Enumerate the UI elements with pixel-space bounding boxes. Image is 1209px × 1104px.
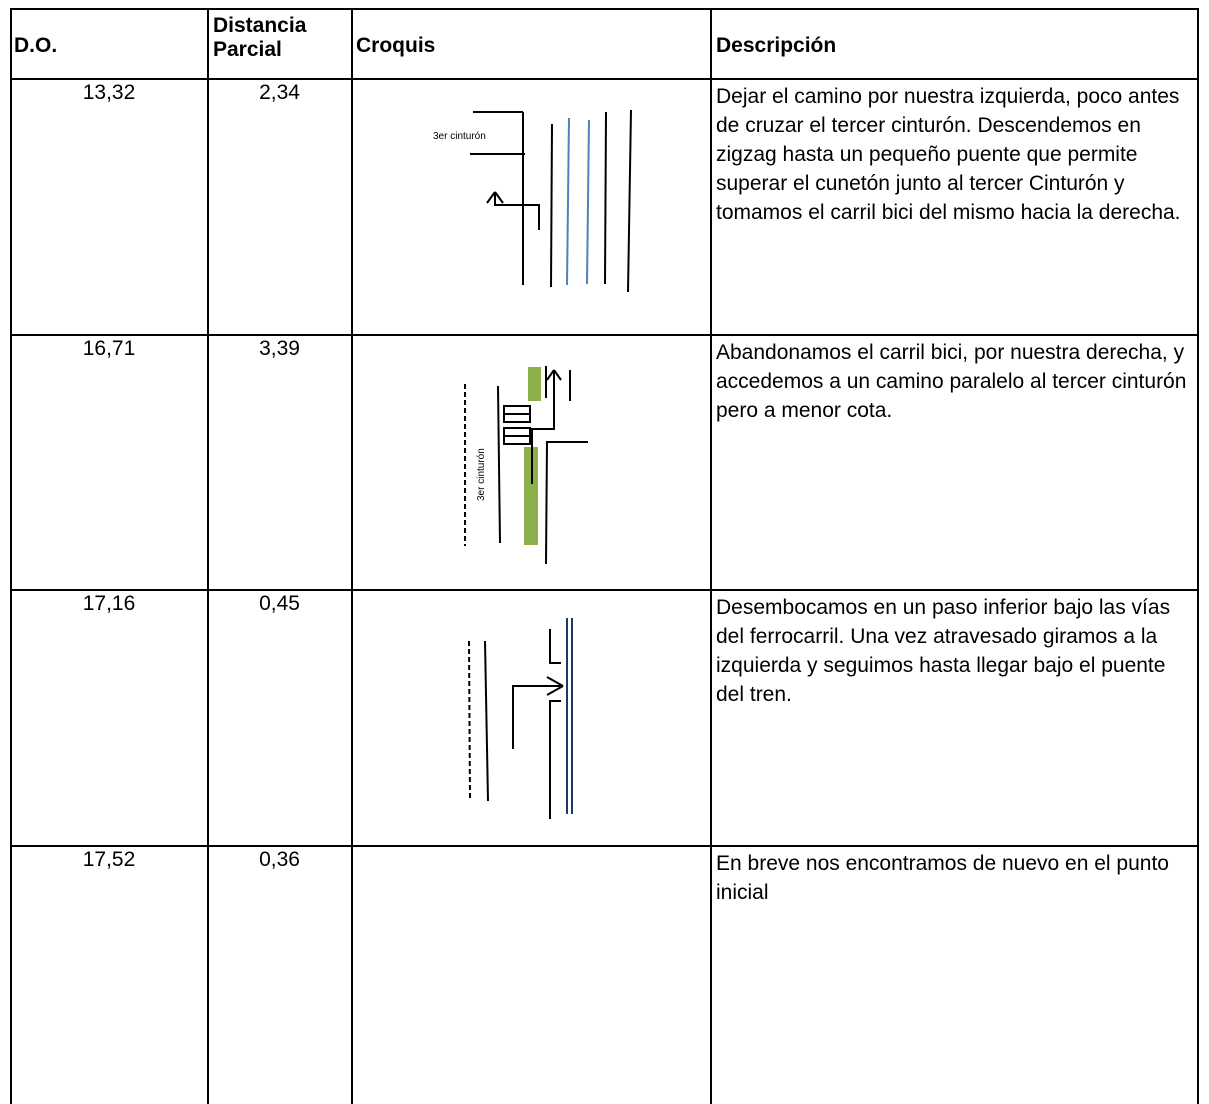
table-row-4-do: 17,52 (82, 848, 136, 871)
table-row-3-do: 17,16 (82, 592, 136, 615)
road-line (551, 124, 552, 287)
underpass-wall (550, 701, 561, 819)
table-row-3-distancia: 0,45 (259, 592, 300, 615)
croquis-row-3 (353, 591, 709, 844)
crossing-box (504, 414, 530, 422)
header-descripcion-label: Descripción (716, 34, 837, 57)
table-row-4-descripcion: En breve nos encontramos de nuevo en el punto inicial (716, 852, 1169, 904)
road-line (628, 110, 631, 292)
table-row-1-descripcion: Dejar el camino por nuestra izquierda, poco antes de cruzar el tercer cinturón. Descendemos en zigzag hasta un pequeño puente que permite superar el cunetón junto al tercer Cinturón y tomamos el carril bici del mismo hacia la derecha. (716, 85, 1181, 224)
row-divider (10, 845, 1199, 847)
header-croquis-label: Croquis (356, 34, 436, 57)
header-distancia-line2: Parcial (213, 38, 282, 61)
ring-road-label-vertical: 3er cinturón (476, 448, 487, 501)
crossing-box (504, 406, 530, 414)
road-line (498, 386, 500, 543)
table-row-2-descripcion: Abandonamos el carril bici, por nuestra derecha, y accedemos a un camino paralelo al tercer cinturón pero a menor cota. (716, 341, 1187, 422)
croquis-row-2 (353, 336, 709, 588)
green-strip (528, 367, 541, 401)
bike-lane-line (567, 118, 569, 285)
header-distancia-line1: Distancia (213, 14, 307, 37)
column-divider (710, 8, 712, 1104)
header-croquis (356, 34, 706, 57)
table-row-1-do: 13,32 (82, 81, 136, 104)
table-row-1-distancia: 2,34 (259, 81, 300, 104)
road-corner-line (546, 442, 588, 564)
zigzag-route-arrow (487, 192, 539, 230)
table-row-4-distancia: 0,36 (259, 848, 300, 871)
table-border-top (10, 8, 1199, 10)
table-row-2-distancia: 3,39 (259, 337, 300, 360)
crossing-box (504, 436, 530, 444)
table-row-2-do: 16,71 (82, 337, 136, 360)
underpass-wall (550, 629, 561, 663)
croquis-row-1 (353, 80, 709, 333)
bike-lane-line (587, 120, 589, 284)
table-border-right (1197, 8, 1199, 1104)
ring-road-label: 3er cinturón (433, 131, 486, 142)
road-line (605, 112, 606, 284)
header-descripcion (716, 34, 1194, 57)
header-distancia (213, 14, 349, 61)
column-divider (207, 8, 209, 1104)
header-do-label: D.O. (14, 34, 58, 57)
crossing-box (504, 428, 530, 436)
table-row-3-descripcion: Desembocamos en un paso inferior bajo las vías del ferrocarril. Una vez atravesado giramos a la izquierda y seguimos hasta llegar bajo el puente del tren. (716, 596, 1171, 706)
route-arrow (513, 677, 563, 749)
header-do (14, 34, 204, 57)
road-line (485, 641, 488, 801)
dashed-boundary-line (469, 641, 470, 801)
table-border-left (10, 8, 12, 1104)
